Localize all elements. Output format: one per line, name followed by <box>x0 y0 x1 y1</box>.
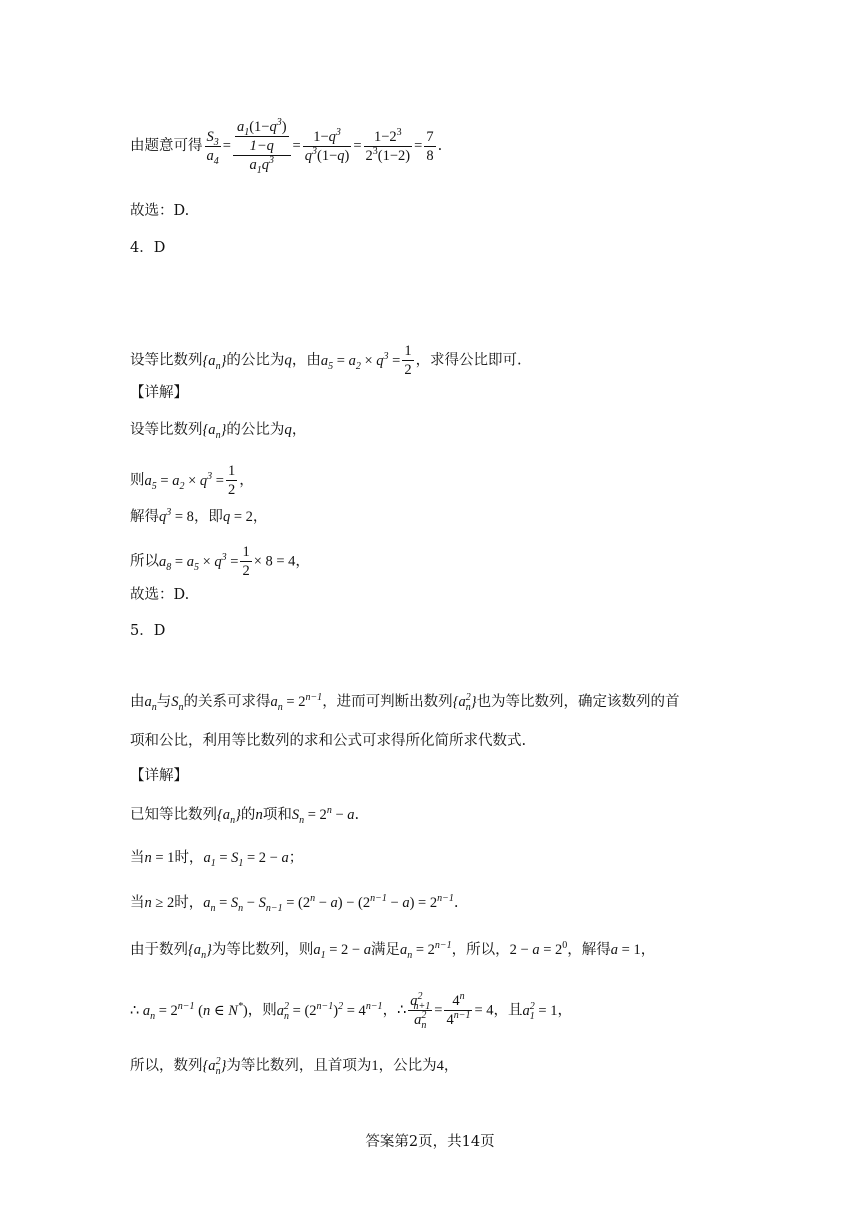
section-heading <box>130 383 188 403</box>
solution-line: 设等比数列$\{a_n\}$的公比为q， <box>130 422 307 441</box>
text: ，所以， <box>451 942 510 958</box>
text: 所以 <box>130 553 159 570</box>
text: 时， <box>174 850 204 866</box>
text: 为等比数列，则 <box>211 942 314 958</box>
text: 当 <box>130 895 145 911</box>
text: 由题意可得 <box>130 138 203 154</box>
text: ， <box>291 422 307 438</box>
fraction: $\frac{1}{2}$ <box>404 343 412 378</box>
text: ，由 <box>291 352 321 369</box>
text: . <box>354 807 360 823</box>
solution-line: 当n ≥ 2时，$a_n = S_n - S_{n-1} = (2^n - a) - (2^{n-1} - a) = 2^{n-1}$. <box>130 893 459 914</box>
text: ，且 <box>493 1002 523 1019</box>
solution-line: 已知等比数列$\{a_n\}$的n项和$S_n = 2^n - a$. <box>130 805 360 826</box>
text: 项和公比，利用等比数列的求和公式可求得所化简所求代数式. <box>130 733 527 749</box>
text: 项和 <box>262 807 292 823</box>
text: 由 <box>130 694 145 710</box>
analysis-line: 由$a_n$与$S_n$的关系可求得$a_n = 2^{n-1}$，进而可判断出数列$\{a^2_n\}$也为等比数列，确定该数列的首 <box>130 692 680 713</box>
text: 也为等比数列，确定该数列的首 <box>476 694 680 710</box>
text: ，求得公比即可. <box>415 352 522 369</box>
text: ， <box>239 472 254 489</box>
text: 由于数列 <box>130 942 188 958</box>
fraction: $\frac{S_3}{a_4}$ <box>206 128 219 167</box>
text: . <box>453 895 459 911</box>
question-number <box>130 621 165 641</box>
text: 为等比数列，且首项为 <box>226 1058 372 1074</box>
text: 故选：D. <box>130 587 190 603</box>
text: ， <box>640 942 656 958</box>
fraction: $\frac{a^2_{n+1}}{a^2_n}$ <box>410 991 431 1031</box>
answer-line <box>130 585 189 605</box>
fraction: $\frac{\frac{a_1(1-q^3)}{1-q}}{a_1q^3}$ <box>233 118 291 174</box>
solution-line: 解得$q^3 = 8$，即q = 2， <box>130 507 268 525</box>
solution-line: 所以$a_8 = a_5 \times q^3$ = $\frac{1}{2}$ × 8 = 4， <box>130 544 310 579</box>
text: ， <box>382 1002 398 1019</box>
text: . <box>437 138 443 154</box>
text: ，公比为 <box>378 1058 437 1074</box>
question-number <box>130 238 165 258</box>
fraction: $\frac{1}{2}$ <box>242 544 250 579</box>
fraction: $\frac{1}{2}$ <box>227 463 236 498</box>
text: 则 <box>130 472 145 489</box>
text: 故选：D. <box>130 203 190 219</box>
text: ， <box>557 1002 572 1019</box>
solution-line: 则$a_5 = a_2 \times q^3$ = $\frac{1}{2}$ ， <box>130 463 254 498</box>
analysis-line: 设等比数列$\{a_n\}$的公比为q，由$a_5 = a_2 \times q^3$ = $\frac{1}{2}$ ，求得公比即可. <box>130 343 522 378</box>
text: 与 <box>156 694 172 710</box>
fraction: $\frac{4^n}{4^{n-1}}$ <box>446 991 471 1028</box>
page-footer: 答案第2页，共14页 <box>365 1134 495 1150</box>
text: 5．D <box>130 623 166 639</box>
text: ，则 <box>247 1002 277 1019</box>
text: 所以，数列 <box>130 1058 203 1074</box>
solution-line: 由于数列$\{a_n\}$为等比数列，则$a_1 = 2 - a$满足$a_n = 2^{n-1}$，所以，$2 - a = 2^0$，解得a = 1， <box>130 940 656 961</box>
text: 已知等比数列 <box>130 807 217 823</box>
formula-s3-over-a4: 由题意可得 $\frac{S_3}{a_4}$ = $\frac{\frac{a_1(1-q^3)}{1-q}}{a_1q^3}$ = $\frac{1-q^3}{q^3(1-q)}$ = $\frac{1-2^3}{2^3(1-2)}$ = $\frac{7}{8}$ . <box>130 117 443 176</box>
fraction: $\frac{1-q^3}{q^3(1-q)}$ <box>304 126 350 164</box>
text: ，进而可判断出数列 <box>322 694 453 710</box>
solution-line: 所以，数列$\{a^2_n\}$为等比数列，且首项为1，公比为4， <box>130 1056 459 1077</box>
fraction: $\frac{1-2^3}{2^3(1-2)}$ <box>365 126 411 164</box>
text: ，即 <box>193 509 223 525</box>
text: 【详解】 <box>130 385 188 401</box>
analysis-line <box>130 731 526 751</box>
text: 满足 <box>370 942 400 958</box>
text: 的关系可求得 <box>183 694 271 710</box>
solution-line: ∴ $a_n = 2^{n-1}$ (n ∈ N*)，则$a^2_n = (2^{n-1})^2 = 4^{n-1}$，∴ $\frac{a^2_{n+1}}{a^2_n}$ = $\frac{4^n}{4^{n-1}}$ = 4，且$a^2_1 = 1$， <box>130 991 572 1031</box>
text: 的 <box>240 807 256 823</box>
text: 的公比为 <box>226 422 285 438</box>
text: 解得 <box>130 509 159 525</box>
text: 的公比为 <box>226 352 285 369</box>
text: 【详解】 <box>130 768 188 784</box>
text: 时， <box>174 895 204 911</box>
text: ； <box>288 850 304 866</box>
text: ， <box>252 509 268 525</box>
text: 设等比数列 <box>130 422 203 438</box>
text: 4．D <box>130 240 166 256</box>
solution-line: 当n = 1时，$a_1 = S_1 = 2 - a$； <box>130 850 304 869</box>
text: ， <box>295 553 310 570</box>
fraction: $\frac{7}{8}$ <box>426 128 434 164</box>
section-heading <box>130 766 188 786</box>
text: ， <box>443 1058 459 1074</box>
text: ，解得 <box>567 942 611 958</box>
answer-line <box>130 201 189 221</box>
text: 当 <box>130 850 145 866</box>
text: 设等比数列 <box>130 352 203 369</box>
